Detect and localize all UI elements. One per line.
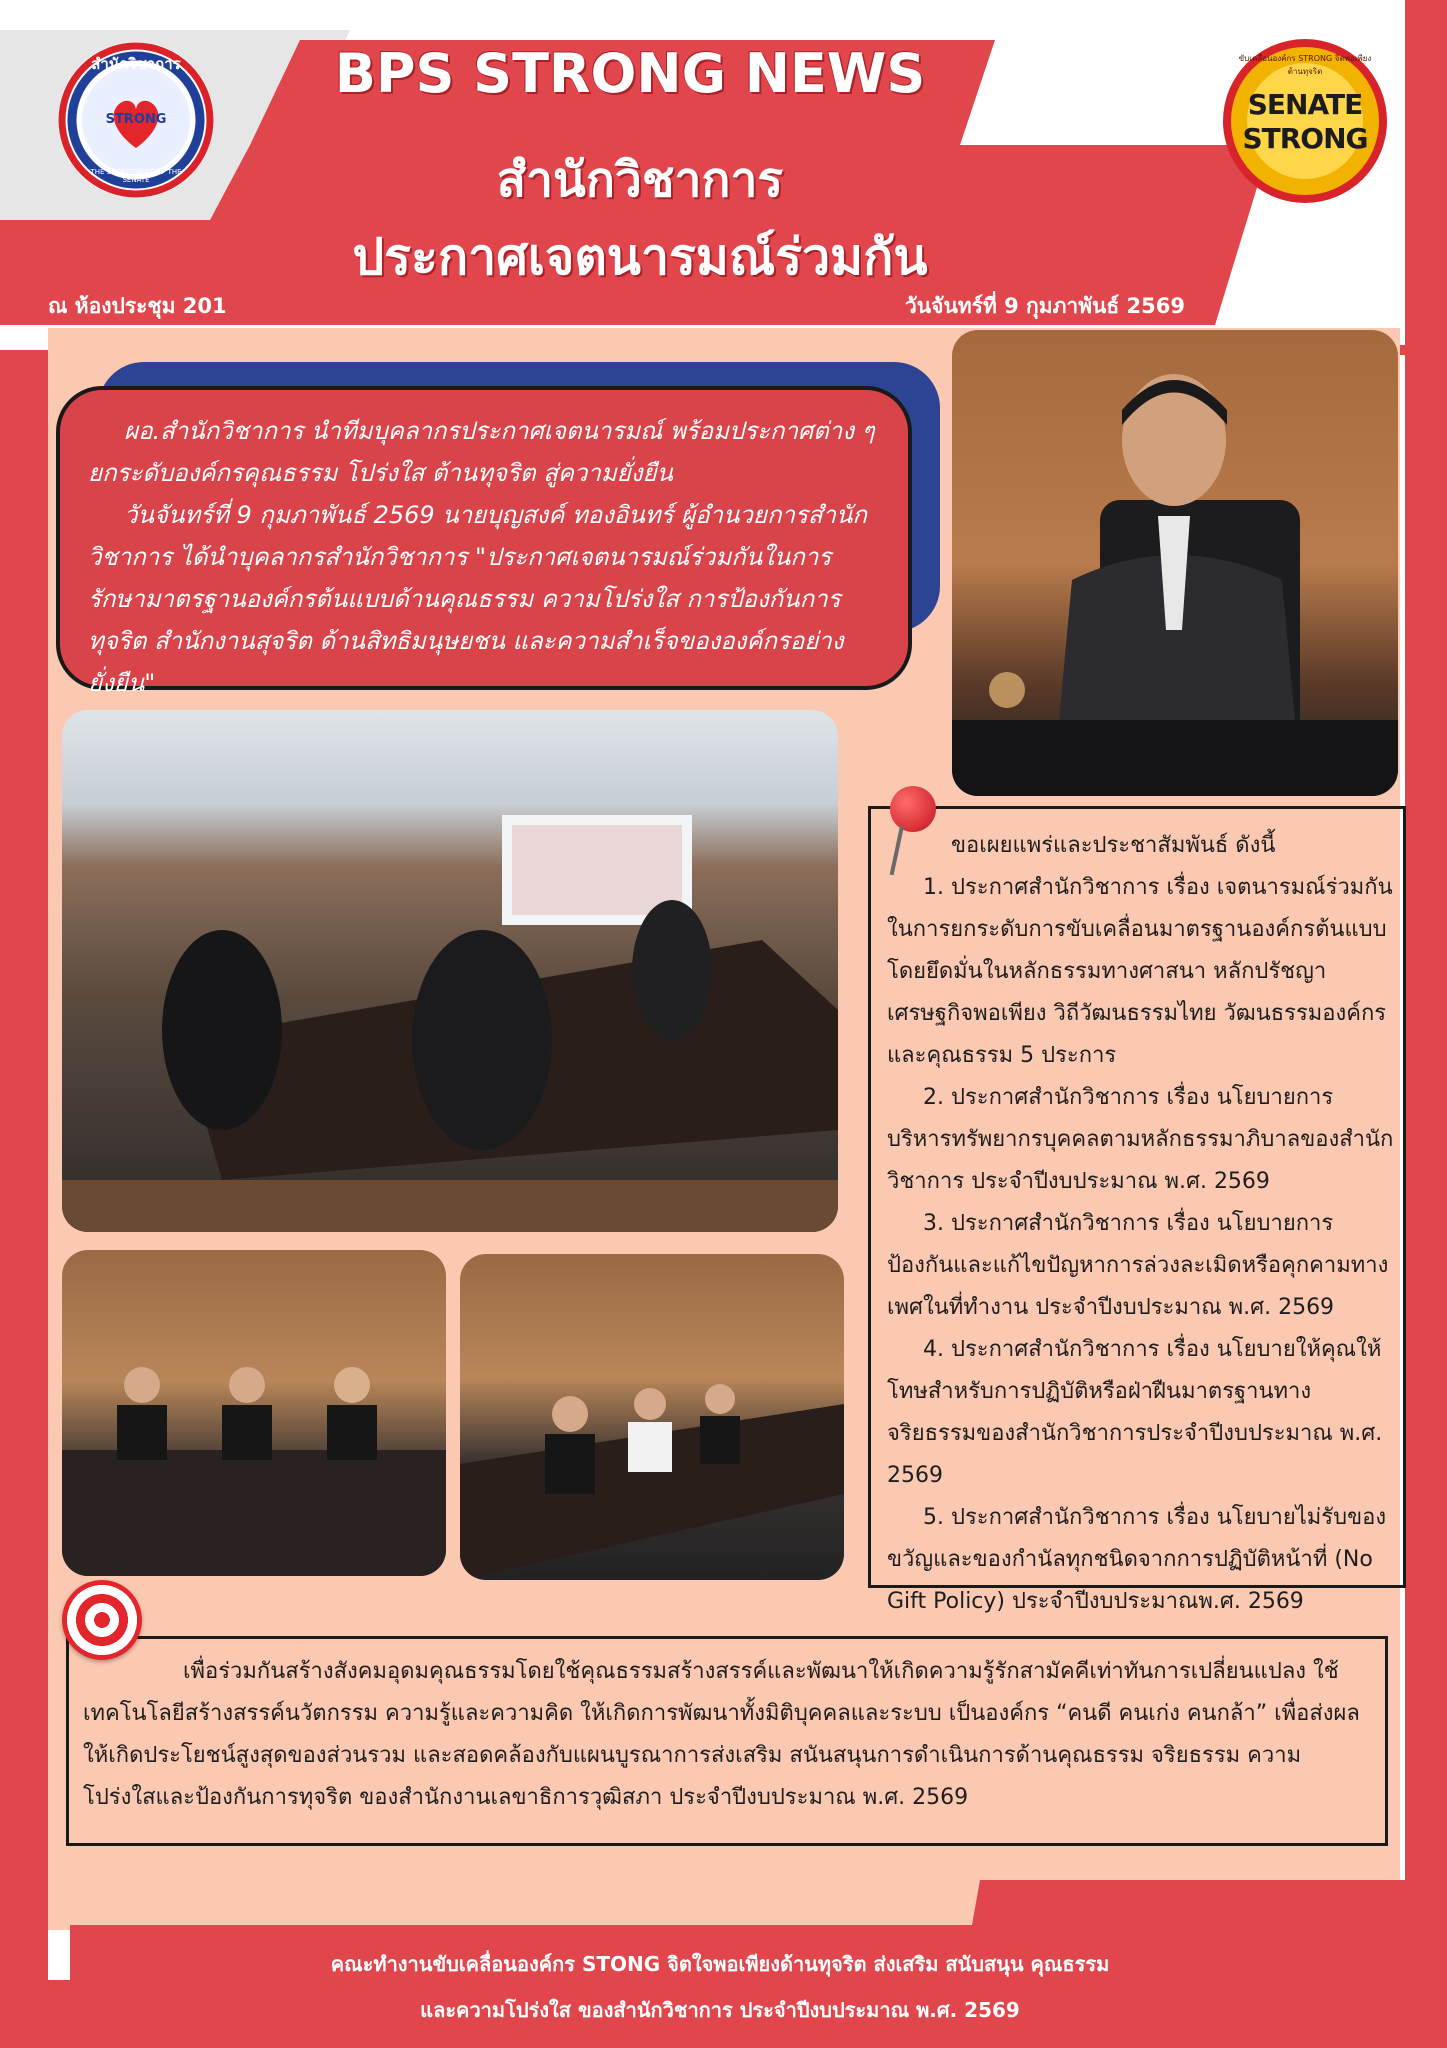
participants-illustration-1 [62,1250,446,1576]
left-accent-bar [0,350,48,2048]
director-photo [952,330,1398,796]
participants-illustration-2 [460,1254,844,1580]
meeting-date: วันจันทร์ที่ 9 กุมภาพันธ์ 2569 [905,294,1185,318]
footer-line-1: คณะทำงานขับเคลื่อนองค์กร STONG จิตใจพอเพียงด้านทุจริต ส่งเสริม สนับสนุน คุณธรรม [330,1952,1110,1976]
meeting-room-illustration [62,710,838,1232]
intro-paragraph-2: วันจันทร์ที่ 9 กุมภาพันธ์ 2569 นายบุญสงค์ ทองอินทร์ ผู้อำนวยการสำนักวิชาการ ได้นำบุคลากรสำนักวิชาการ "ประกาศเจตนารมณ์ร่วมกันในการรักษามาตรฐานองค์กรต้นแบบด้านคุณธรรม ความโปร่งใส การป้องกันการทุจริต สำนักงานสุจริต ด้านสิทธิมนุษยชน และความสำเร็จขององค์กรอย่างยั่งยืน" [88,501,867,697]
logo-left-center-text: STRONG [105,112,167,127]
footer-line-2: และความโปร่งใส ของสำนักวิชาการ ประจำปีงบประมาณ พ.ศ. 2569 [420,1998,1020,2022]
logo-left-bottom-text: THE SECRETARIAT OF THE SENATE [90,168,182,184]
objective-box [66,1636,1388,1846]
announcement-item-1: 1. ประกาศสำนักวิชาการ เรื่อง เจตนารมณ์ร่วมกันในการยกระดับการขับเคลื่อนมาตรฐานองค์กรต้นแบบโดยยึดมั่นในหลักธรรมทางศาสนา หลักปรัชญาเศรษฐกิจพอเพียง วิถีวัฒนธรรมไทย วัฒนธรรมองค์กรและคุณธรรม 5 ประการ [887,875,1393,1068]
dept-title: สำนักวิชาการ [496,152,784,208]
meeting-location: ณ ห้องประชุม 201 [48,294,227,318]
objective-text: เพื่อร่วมกันสร้างสังคมอุดมคุณธรรมโดยใช้คุณธรรมสร้างสรรค์และพัฒนาให้เกิดความรู้รักสามัคคีเท่าทันการเปลี่ยนแปลง ใช้เทคโนโลยีสร้างสรรค์นวัตกรรม ความรู้และความคิด ให้เกิดการพัฒนาทั้งมิติบุคคลและระบบ เป็นองค์กร “คนดี คนเก่ง คนกล้า” เพื่อส่งผลให้เกิดประโยชน์สูงสุดของส่วนรวม และสอดคล้องกับแผนบูรณาการส่งเสริม สนันสนุนการดำเนินการด้านคุณธรรม จริยธรรม ความโปร่งใสและป้องกันการทุจริต ของสำนักงานเลขาธิการวุฒิสภา ประจำปีงบประมาณ พ.ศ. 2569 [83,1659,1360,1810]
logo-right-line2: STRONG [1242,122,1368,155]
target-icon [62,1580,142,1660]
senate-strong-logo [1222,38,1388,204]
meeting-room-photo [62,710,838,1232]
announcement-item-5: 5. ประกาศสำนักวิชาการ เรื่อง นโยบายไม่รับของขวัญและของกำนัลทุกชนิดจากการปฏิบัติหน้าที่ (No Gift Policy) ประจำปีงบประมาณพ.ศ. 2569 [887,1505,1387,1614]
announcements-heading: ขอเผยแพร่และประชาสัมพันธ์ ดังนี้ [951,833,1276,858]
logo-right-top-text: ขับเคลื่อนองค์กร STRONG จิตพอเพียงต้านทุจริต [1238,54,1372,76]
secretariat-logo [56,40,216,200]
logo-right-line1: SENATE [1247,88,1363,121]
main-title: ประกาศเจตนารมณ์ร่วมกัน [352,228,928,286]
intro-paragraph-1: ผอ.สำนักวิชาการ นำทีมบุคลากรประกาศเจตนารมณ์ พร้อมประกาศต่าง ๆ ยกระดับองค์กรคุณธรรม โปร่งใส ต้านทุจริต สู่ความยั่งยืน [88,417,875,487]
right-accent-bar [1405,0,1447,2048]
logo-left-top-text: สำนักวิชาการ [91,55,181,73]
announcement-item-4: 4. ประกาศสำนักวิชาการ เรื่อง นโยบายให้คุณให้โทษสำหรับการปฏิบัติหรือฝ่าฝืนมาตรฐานทางจริยธรรมของสำนักวิชาการประจำปีงบประมาณ พ.ศ. 2569 [887,1337,1383,1488]
announcement-item-2: 2. ประกาศสำนักวิชาการ เรื่อง นโยบายการบริหารทรัพยากรบุคคลตามหลักธรรมาภิบาลของสำนักวิชาการ ประจำปีงบประมาณ พ.ศ. 2569 [887,1085,1394,1194]
participants-photo-1 [62,1250,446,1576]
announcements-box [868,806,1406,1614]
announcement-item-3: 3. ประกาศสำนักวิชาการ เรื่อง นโยบายการป้องกันและแก้ไขปัญหาการล่วงละเมิดหรือคุกคามทางเพศในที่ทำงาน ประจำปีงบประมาณ พ.ศ. 2569 [887,1211,1389,1320]
intro-panel [56,386,912,697]
pushpin-icon [890,786,936,832]
banner-title: BPS STRONG NEWS [334,42,926,105]
director-photo-illustration [952,330,1398,796]
participants-photo-2 [460,1254,844,1580]
